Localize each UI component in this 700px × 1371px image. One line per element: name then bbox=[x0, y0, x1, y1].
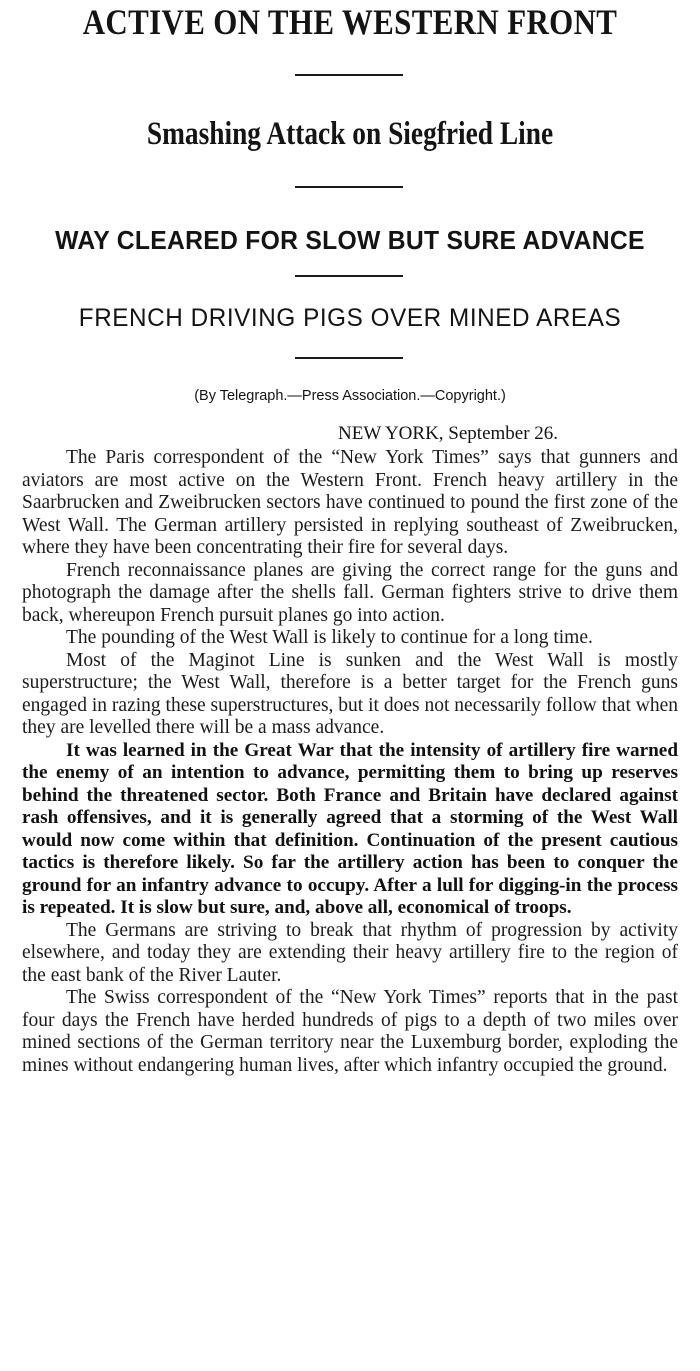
article-paragraph: The pounding of the West Wall is likely to continue for a long time. bbox=[66, 627, 593, 648]
main-headline: ACTIVE ON THE WESTERN FRONT bbox=[82, 2, 618, 42]
article-paragraph: The Swiss correspondent of the “New York Times” reports that in the past four days the French have herded hundreds of pigs to a depth of two miles over mined sections of the German territory near the Luxemburg border, exploding the mines without endangering human lives, after which infantry occupied the ground. bbox=[22, 987, 678, 1076]
article-paragraph: Most of the Maginot Line is sunken and the West Wall is mostly superstructure; the West Wall, therefore is a better target for the French guns engaged in razing these superstructures, but it does not necessarily follow that when they are levelled there will be a mass advance. bbox=[22, 649, 678, 738]
quaternary-headline: FRENCH DRIVING PIGS OVER MINED AREAS bbox=[78, 304, 622, 332]
article-paragraph: The Germans are striving to break that rhythm of progression by activity elsewhere, and today they are extending their heavy artillery fire to the region of the east bank of the River Lauter. bbox=[22, 919, 678, 986]
article-body bbox=[22, 447, 678, 1077]
tertiary-headline: WAY CLEARED FOR SLOW BUT SURE ADVANCE bbox=[55, 225, 645, 255]
article-paragraph: French reconnaissance planes are giving the correct range for the guns and photograph the damage after the shells fall. German fighters strive to drive them back, whereupon French pursuit planes go into action. bbox=[22, 559, 678, 626]
dateline: NEW YORK, September 26. bbox=[338, 423, 559, 444]
press-credit: (By Telegraph.—Press Association.—Copyright.) bbox=[194, 388, 506, 404]
article-paragraph: The Paris correspondent of the “New York Times” says that gunners and aviators are most active on the Western Front. French heavy artillery in the Saarbrucken and Zweibrucken sectors have continued to pound the first zone of the West Wall. The German artillery persisted in replying southeast of Zweibrucken, where they have been concentrating their fire for several days. bbox=[22, 447, 678, 558]
headline-divider bbox=[295, 275, 403, 277]
headline-divider bbox=[295, 74, 403, 76]
headline-divider bbox=[295, 357, 403, 359]
article-paragraph-bold: It was learned in the Great War that the intensity of artillery fire warned the enemy of an intention to advance, permitting them to bring up reserves behind the threatened sector. Both France and Britain have declared against rash offensives, and it is generally agreed that a storming of the West Wall would now come within that definition. Continuation of the present cautious tactics is therefore likely. So far the artillery action has been to conquer the ground for an infantry advance to occupy. After a lull for digging-in the process is repeated. It is slow but sure, and, above all, economical of troops. bbox=[22, 739, 678, 918]
headline-divider bbox=[295, 186, 403, 188]
secondary-headline: Smashing Attack on Siegfried Line bbox=[146, 116, 554, 152]
